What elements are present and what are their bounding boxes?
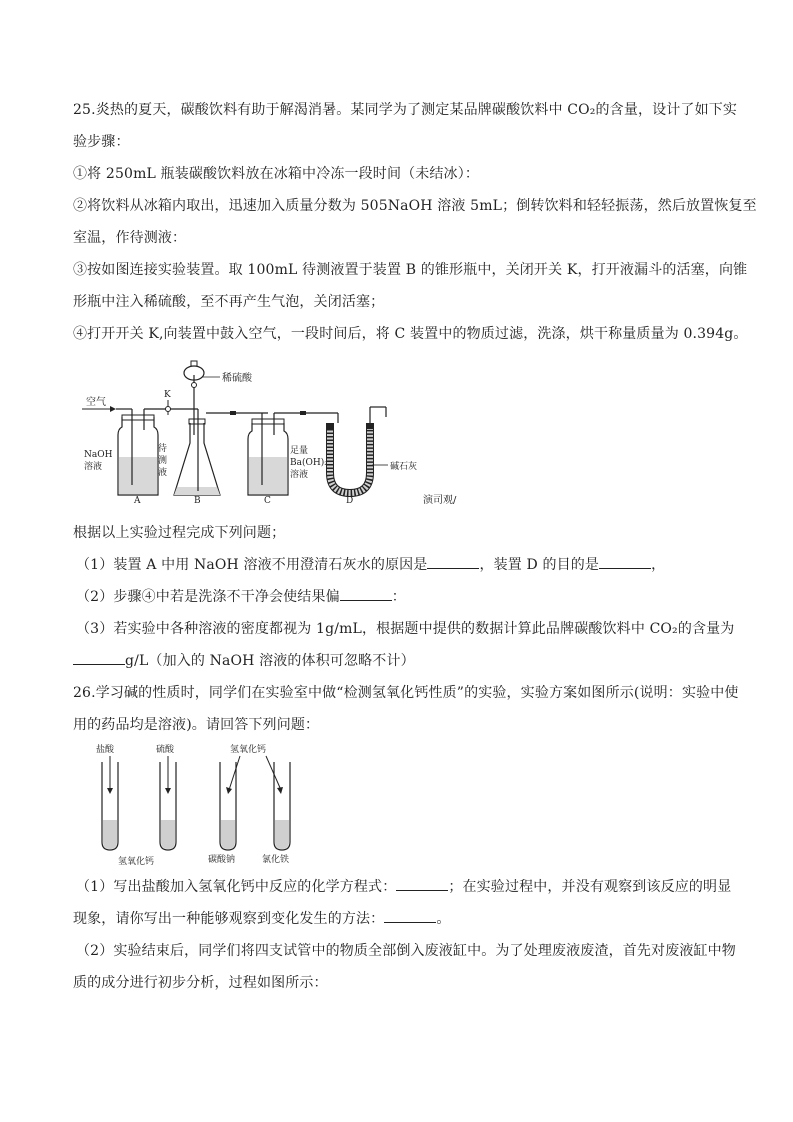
- q25-intro-line1: 25.炎热的夏天，碳酸饮料有助于解渴消暑。某同学为了测定某品牌碳酸饮料中 CO₂的含量，设计了如下实: [73, 102, 738, 118]
- baoh-solution-label: 溶液: [290, 470, 309, 480]
- q25-lead: 根据以上实验过程完成下列问题；: [73, 525, 286, 541]
- watermark-text: 演司观/: [423, 495, 457, 506]
- test-tube-1: [102, 756, 118, 850]
- q25-sub2-text-a: （2）步骤④中若是洗涤不干净会使结果偏: [76, 589, 340, 605]
- q25-sub2: [76, 588, 406, 606]
- label-b: B: [194, 496, 201, 506]
- bottle-a: [116, 409, 198, 495]
- na2co3-label: 碳酸钠: [208, 855, 236, 865]
- q26-intro-line1: 26.学习碱的性质时，同学们在实验室中做“检测氢氧化钙性质”的实验，实验方案如图所示(说明：实验中使: [73, 685, 739, 701]
- q26-sub1-text-a: （1）写出盐酸加入氢氧化钙中反应的化学方程式：: [76, 879, 397, 895]
- label-a: A: [134, 496, 141, 506]
- answer-blank: [427, 556, 479, 569]
- sample-label-1: 待: [158, 444, 168, 454]
- q25-sub1-text-a: （1）装置 A 中用 NaOH 溶液不用澄清石灰水的原因是: [76, 557, 428, 573]
- q25-step4: ④打开开关 K,向装置中鼓入空气，一段时间后，将 C 装置中的物质过滤，洗涤，烘干称量质量为 0.394g。: [73, 326, 748, 342]
- sample-label-2: 测: [158, 456, 168, 466]
- air-arrow-head-icon: [110, 406, 116, 412]
- q25-intro-line2: 验步骤：: [73, 134, 130, 150]
- q25-step3-line2: 形瓶中注入稀硫酸，至不再产生气泡，关闭活塞；: [73, 294, 385, 310]
- q25-sub3-line2: [73, 652, 415, 670]
- test-tube-3: [220, 756, 240, 850]
- test-tube-2: [160, 756, 176, 850]
- label-d: D: [346, 496, 354, 506]
- hcl-label: 盐酸: [96, 745, 115, 755]
- q25-sub1: [76, 556, 665, 574]
- baoh-label: Ba(OH)₂: [290, 458, 328, 468]
- excess-label: 足量: [290, 446, 309, 456]
- rubber-tube-1: [230, 411, 236, 415]
- q25-sub1-text-b: ，装置 D 的目的是: [479, 557, 600, 573]
- sample-label-3: 液: [158, 468, 168, 478]
- answer-blank: [340, 588, 392, 601]
- q26-sub1-line2: [73, 910, 450, 928]
- test-tube-4: [266, 756, 290, 850]
- soda-lime-label: 碱石灰: [390, 462, 418, 472]
- q25-sub3-line1: （3）若实验中各种溶液的密度都视为 1g/mL，根据题中提供的数据计算此品牌碳酸饮料中 CO₂的含量为: [76, 621, 735, 637]
- naoh-solution-label: 溶液: [84, 462, 103, 472]
- valve-k-icon: [166, 407, 171, 412]
- q26-sub1-text-d: 。: [436, 911, 451, 927]
- answer-blank: [396, 878, 448, 891]
- q26-sub1-text-c: 现象，请你写出一种能够观察到变化发生的方法：: [73, 911, 385, 927]
- caoh2-top-label: 氢氧化钙: [230, 745, 267, 755]
- caoh2-bottom-label: 氢氧化钙: [118, 857, 155, 867]
- fecl3-label: 氯化铁: [262, 855, 290, 865]
- q26-sub2-line2: 质的成分进行初步分析，过程如图所示：: [73, 975, 328, 991]
- q25-step1: ①将 250mL 瓶装碳酸饮料放在冰箱中冷冻一段时间（未结冰）：: [73, 166, 479, 182]
- valve-k-label: K: [164, 390, 171, 400]
- dilute-acid-label: 稀硫酸: [222, 373, 252, 384]
- q26-intro-line2: 用的药品均是溶液)。请回答下列问题：: [73, 717, 320, 733]
- naoh-label: NaOH: [84, 450, 113, 460]
- q26-sub1-line1: [76, 878, 731, 896]
- apparatus-figure: [80, 355, 480, 515]
- label-c: C: [264, 496, 271, 506]
- q26-sub2-line1: （2）实验结束后，同学们将四支试管中的物质全部倒入废液缸中。为了处理废液废渣，首先对废液缸中物: [76, 943, 736, 959]
- test-tubes-figure: [90, 740, 320, 870]
- q25-step2-line1: ②将饮料从冰箱内取出，迅速加入质量分数为 505NaOH 溶液 5mL；倒转饮料和轻轻振荡，然后放置恢复至: [73, 198, 757, 214]
- answer-blank: [73, 652, 125, 665]
- q25-step3-line1: ③按如图连接实验装置。取 100mL 待测液置于装置 B 的锥形瓶中，关闭开关 K，打开液漏斗的活塞，向锥: [73, 262, 748, 278]
- h2so4-label: 硫酸: [156, 745, 175, 755]
- answer-blank: [599, 556, 651, 569]
- q25-sub3-text: g/L（加入的 NaOH 溶液的体积可忽略不计）: [125, 653, 415, 669]
- air-label: 空气: [86, 397, 106, 408]
- q25-sub2-text-b: ：: [391, 589, 406, 605]
- q26-sub1-text-b: ；在实验过程中，并没有观察到该反应的明显: [448, 879, 732, 895]
- q25-step2-line2: 室温，作待测液：: [73, 230, 187, 246]
- answer-blank: [384, 910, 436, 923]
- u-tube-d: [326, 407, 388, 493]
- q25-sub1-text-c: ，: [651, 557, 666, 573]
